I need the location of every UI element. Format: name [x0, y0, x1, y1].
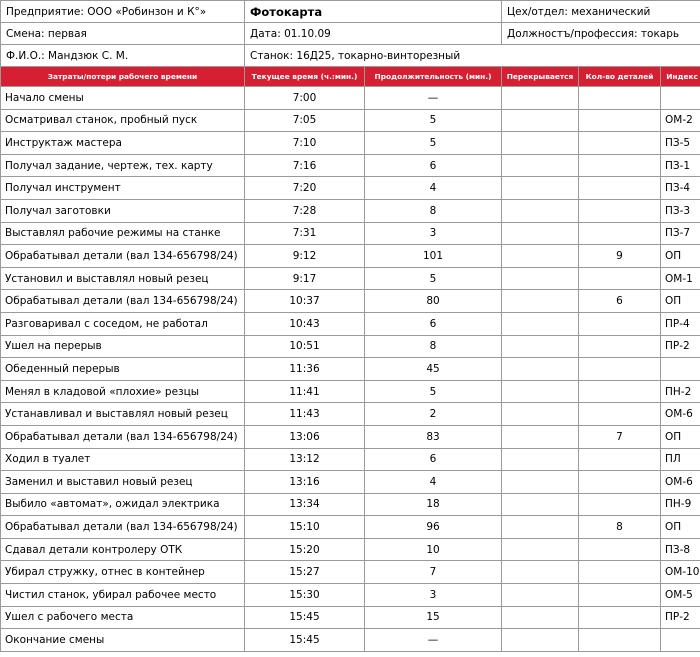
quantity-cell: 7 [579, 425, 661, 448]
duration-cell: 45 [365, 358, 502, 381]
machine-label: Станок: 16Д25, токарно-винторезный [245, 45, 700, 67]
quantity-cell [579, 109, 661, 132]
time-cell: 7:31 [245, 222, 365, 245]
index-cell: ОМ-1 [661, 267, 700, 290]
duration-cell: 96 [365, 516, 502, 539]
column-header-duration: Продолжительность (мин.) [365, 67, 502, 87]
quantity-cell [579, 584, 661, 607]
duration-cell: — [365, 87, 502, 110]
time-cell: 10:51 [245, 335, 365, 358]
activity-cell: Обрабатывал детали (вал 134-656798/24) [1, 290, 245, 313]
table-row [1, 335, 700, 358]
date-label: Дата: 01.10.09 [245, 23, 502, 45]
quantity-cell: 6 [579, 290, 661, 313]
activity-cell: Ушел на перерыв [1, 335, 245, 358]
table-row [1, 222, 700, 245]
column-header-time: Текущее время (ч.:мин.) [245, 67, 365, 87]
table-row [1, 471, 700, 494]
overlap-cell [502, 358, 579, 381]
index-cell [661, 358, 700, 381]
index-cell: ПН-9 [661, 493, 700, 516]
table-row [1, 606, 700, 629]
activity-cell: Менял в кладовой «плохие» резцы [1, 380, 245, 403]
index-cell: ОП [661, 245, 700, 268]
table-row [1, 629, 700, 652]
activity-cell: Обрабатывал детали (вал 134-656798/24) [1, 245, 245, 268]
enterprise-label: Предприятие: ООО «Робинзон и К°» [1, 1, 245, 23]
activity-cell: Выбило «автомат», ожидал электрика [1, 493, 245, 516]
time-cell: 7:10 [245, 132, 365, 155]
time-cell: 11:36 [245, 358, 365, 381]
quantity-cell [579, 358, 661, 381]
duration-cell: 5 [365, 109, 502, 132]
column-header-overlap: Перекрывается [502, 67, 579, 87]
table-row [1, 312, 700, 335]
shift-label: Смена: первая [1, 23, 245, 45]
table-row [1, 403, 700, 426]
column-header-index: Индекс [661, 67, 700, 87]
time-cell: 15:20 [245, 538, 365, 561]
activity-cell: Осматривал станок, пробный пуск [1, 109, 245, 132]
duration-cell: 2 [365, 403, 502, 426]
overlap-cell [502, 290, 579, 313]
position-label: Должностъ/профессия: токарь [502, 23, 700, 45]
quantity-cell [579, 177, 661, 200]
quantity-cell [579, 267, 661, 290]
activity-cell: Убирал стружку, отнес в контейнер [1, 561, 245, 584]
table-row [1, 87, 700, 110]
table-row [1, 425, 700, 448]
time-cell: 15:45 [245, 606, 365, 629]
table-row [1, 380, 700, 403]
activity-cell: Инструктаж мастера [1, 132, 245, 155]
quantity-cell [579, 629, 661, 652]
duration-cell: 7 [365, 561, 502, 584]
duration-cell: 5 [365, 132, 502, 155]
table-row [1, 199, 700, 222]
activity-cell: Чистил станок, убирал рабочее место [1, 584, 245, 607]
time-cell: 15:10 [245, 516, 365, 539]
overlap-cell [502, 561, 579, 584]
department-label: Цех/отдел: механический [502, 1, 700, 23]
index-cell: ОМ-6 [661, 403, 700, 426]
time-cell: 7:05 [245, 109, 365, 132]
activity-cell: Ушел с рабочего места [1, 606, 245, 629]
quantity-cell [579, 222, 661, 245]
duration-cell: 6 [365, 154, 502, 177]
table-row [1, 448, 700, 471]
activity-cell: Обеденный перерыв [1, 358, 245, 381]
overlap-cell [502, 312, 579, 335]
index-cell [661, 629, 700, 652]
duration-cell: 80 [365, 290, 502, 313]
table-row [1, 177, 700, 200]
index-cell: ОП [661, 425, 700, 448]
duration-cell: 83 [365, 425, 502, 448]
index-cell: ПЗ-5 [661, 132, 700, 155]
overlap-cell [502, 448, 579, 471]
column-header-quantity: Кол-во деталей [579, 67, 661, 87]
time-cell: 13:12 [245, 448, 365, 471]
time-cell: 7:28 [245, 199, 365, 222]
index-cell: ПЗ-3 [661, 199, 700, 222]
overlap-cell [502, 335, 579, 358]
table-row [1, 516, 700, 539]
quantity-cell [579, 154, 661, 177]
duration-cell: — [365, 629, 502, 652]
time-cell: 7:20 [245, 177, 365, 200]
quantity-cell [579, 448, 661, 471]
quantity-cell: 8 [579, 516, 661, 539]
table-row [1, 132, 700, 155]
time-cell: 15:30 [245, 584, 365, 607]
overlap-cell [502, 403, 579, 426]
index-cell: ПН-2 [661, 380, 700, 403]
quantity-cell [579, 87, 661, 110]
time-cell: 11:43 [245, 403, 365, 426]
index-cell: ОМ-5 [661, 584, 700, 607]
index-cell: ПЗ-1 [661, 154, 700, 177]
time-cell: 9:12 [245, 245, 365, 268]
quantity-cell [579, 561, 661, 584]
table-row [1, 584, 700, 607]
overlap-cell [502, 425, 579, 448]
overlap-cell [502, 199, 579, 222]
overlap-cell [502, 606, 579, 629]
table-row [1, 109, 700, 132]
quantity-cell [579, 403, 661, 426]
worker-name-label: Ф.И.О.: Мандзюк С. М. [1, 45, 245, 67]
overlap-cell [502, 154, 579, 177]
index-cell: ОМ-2 [661, 109, 700, 132]
time-cell: 13:16 [245, 471, 365, 494]
table-row [1, 538, 700, 561]
time-cell: 13:34 [245, 493, 365, 516]
duration-cell: 4 [365, 471, 502, 494]
quantity-cell [579, 538, 661, 561]
table-row [1, 154, 700, 177]
overlap-cell [502, 516, 579, 539]
activity-cell: Сдавал детали контролеру ОТК [1, 538, 245, 561]
overlap-cell [502, 177, 579, 200]
duration-cell: 6 [365, 312, 502, 335]
table-row [1, 358, 700, 381]
duration-cell: 18 [365, 493, 502, 516]
overlap-cell [502, 245, 579, 268]
activity-cell: Разговаривал с соседом, не работал [1, 312, 245, 335]
index-cell: ПР-2 [661, 606, 700, 629]
table-row [1, 493, 700, 516]
time-cell: 13:06 [245, 425, 365, 448]
index-cell: ПЛ [661, 448, 700, 471]
overlap-cell [502, 493, 579, 516]
duration-cell: 101 [365, 245, 502, 268]
index-cell [661, 87, 700, 110]
table-row [1, 290, 700, 313]
duration-cell: 3 [365, 584, 502, 607]
activity-cell: Окончание смены [1, 629, 245, 652]
column-header-row [1, 67, 700, 87]
activity-cell: Обрабатывал детали (вал 134-656798/24) [1, 425, 245, 448]
time-cell: 7:00 [245, 87, 365, 110]
quantity-cell [579, 312, 661, 335]
activity-cell: Обрабатывал детали (вал 134-656798/24) [1, 516, 245, 539]
time-cell: 15:45 [245, 629, 365, 652]
time-cell: 10:37 [245, 290, 365, 313]
quantity-cell [579, 493, 661, 516]
overlap-cell [502, 222, 579, 245]
info-row-1 [1, 1, 700, 23]
activity-cell: Получал заготовки [1, 199, 245, 222]
quantity-cell: 9 [579, 245, 661, 268]
activity-cell: Заменил и выставил новый резец [1, 471, 245, 494]
index-cell: ОП [661, 516, 700, 539]
duration-cell: 8 [365, 199, 502, 222]
index-cell: ОП [661, 290, 700, 313]
activity-cell: Получал задание, чертеж, тех. карту [1, 154, 245, 177]
overlap-cell [502, 629, 579, 652]
document-title: Фотокарта [245, 1, 502, 23]
overlap-cell [502, 538, 579, 561]
time-cell: 7:16 [245, 154, 365, 177]
quantity-cell [579, 471, 661, 494]
index-cell: ПЗ-8 [661, 538, 700, 561]
table-row [1, 267, 700, 290]
duration-cell: 8 [365, 335, 502, 358]
index-cell: ПЗ-4 [661, 177, 700, 200]
time-cell: 10:43 [245, 312, 365, 335]
activity-cell: Устанавливал и выставлял новый резец [1, 403, 245, 426]
duration-cell: 3 [365, 222, 502, 245]
overlap-cell [502, 380, 579, 403]
quantity-cell [579, 380, 661, 403]
duration-cell: 5 [365, 267, 502, 290]
index-cell: ПР-4 [661, 312, 700, 335]
overlap-cell [502, 109, 579, 132]
index-cell: ОМ-6 [661, 471, 700, 494]
index-cell: ПР-2 [661, 335, 700, 358]
overlap-cell [502, 87, 579, 110]
time-cell: 15:27 [245, 561, 365, 584]
quantity-cell [579, 335, 661, 358]
activity-cell: Начало смены [1, 87, 245, 110]
overlap-cell [502, 584, 579, 607]
duration-cell: 6 [365, 448, 502, 471]
time-cell: 11:41 [245, 380, 365, 403]
quantity-cell [579, 199, 661, 222]
table-row [1, 561, 700, 584]
info-row-3 [1, 45, 700, 67]
index-cell: ОМ-10 [661, 561, 700, 584]
overlap-cell [502, 471, 579, 494]
table-row [1, 245, 700, 268]
column-header-activity: Затраты/потери рабочего времени [1, 67, 245, 87]
activity-cell: Ходил в туалет [1, 448, 245, 471]
quantity-cell [579, 132, 661, 155]
duration-cell: 10 [365, 538, 502, 561]
duration-cell: 4 [365, 177, 502, 200]
duration-cell: 15 [365, 606, 502, 629]
info-row-2 [1, 23, 700, 45]
activity-cell: Получал инструмент [1, 177, 245, 200]
overlap-cell [502, 132, 579, 155]
activity-cell: Выставлял рабочие режимы на станке [1, 222, 245, 245]
index-cell: ПЗ-7 [661, 222, 700, 245]
overlap-cell [502, 267, 579, 290]
quantity-cell [579, 606, 661, 629]
activity-cell: Установил и выставлял новый резец [1, 267, 245, 290]
duration-cell: 5 [365, 380, 502, 403]
time-cell: 9:17 [245, 267, 365, 290]
